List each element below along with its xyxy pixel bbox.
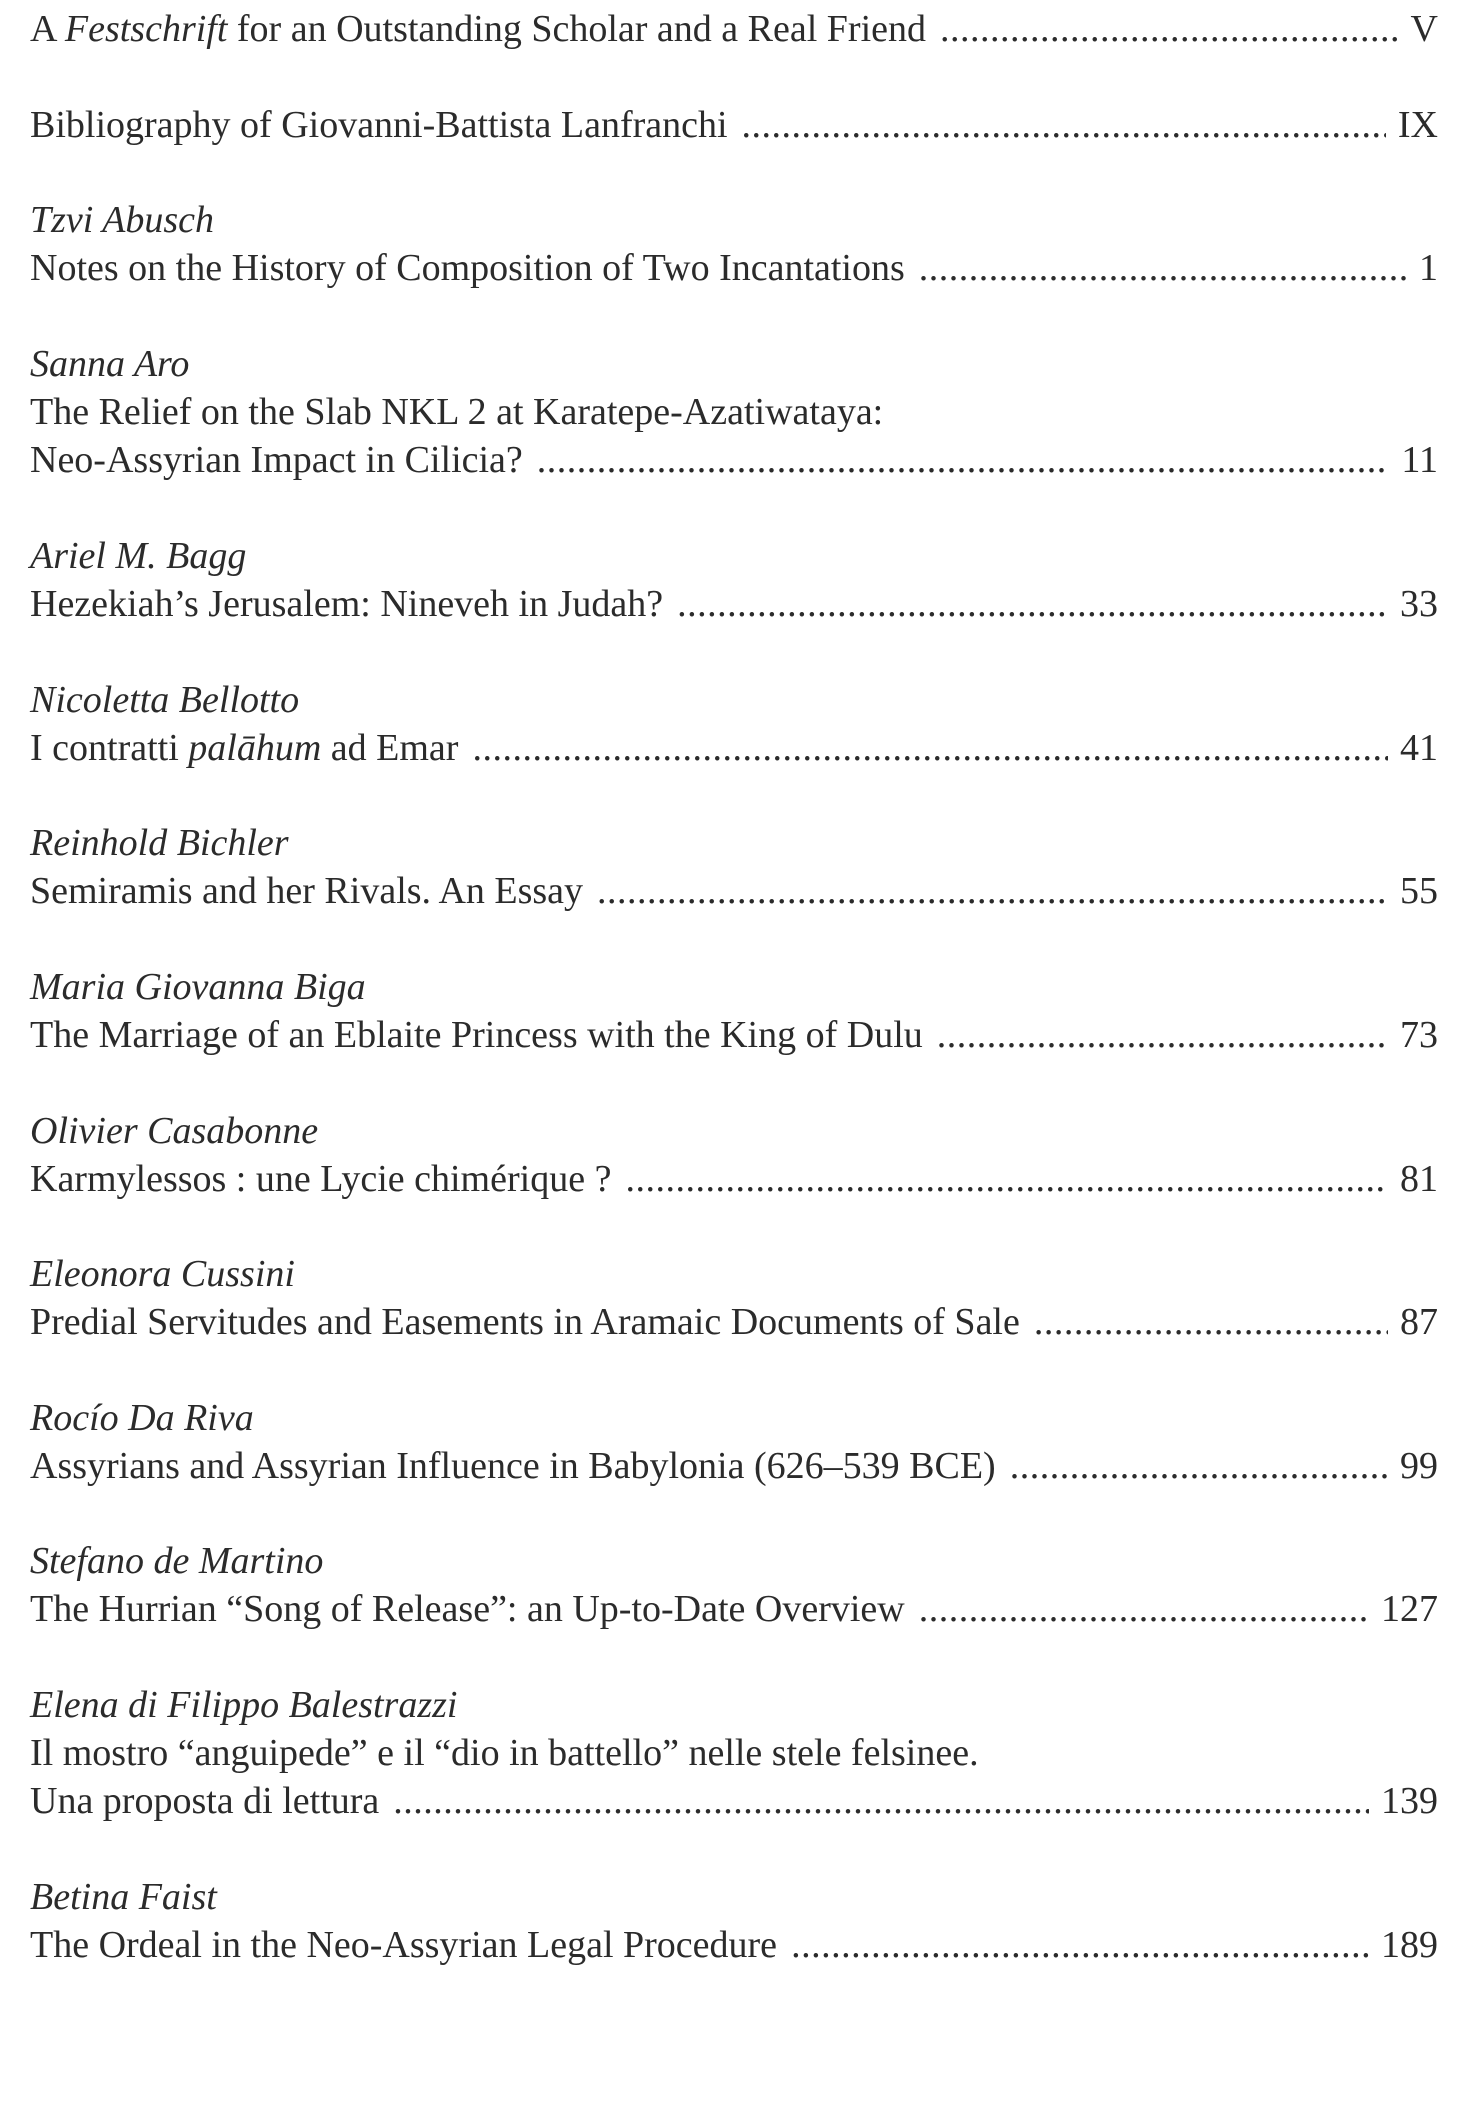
page-number: 139 [1381,1780,1438,1822]
leader-dots [393,1777,1369,1825]
leader-dots [625,1155,1388,1203]
toc-title: Predial Servitudes and Easements in Aramaic Documents of Sale [30,1301,1020,1343]
toc-title-line: Il mostro “anguipede” e il “dio in battello” nelle stele felsinee. [30,1732,979,1774]
author-name: Ariel M. Bagg [30,535,247,577]
leader-dots [1034,1298,1388,1346]
toc-entry [30,340,1438,484]
toc-entry [30,963,1438,1059]
page-number: 73 [1400,1014,1438,1056]
toc-title: Karmylessos : une Lycie chimérique ? [30,1158,612,1200]
toc-line [30,724,1438,772]
toc-line [30,1011,1438,1059]
toc-title: Semiramis and her Rivals. An Essay [30,870,584,912]
author-name: Tzvi Abusch [30,199,215,241]
author-name: Eleonora Cussini [30,1253,295,1295]
toc-line [30,1777,1438,1825]
page-number: 81 [1400,1158,1438,1200]
toc-line [30,1155,1438,1203]
author-name: Rocío Da Riva [30,1397,254,1439]
toc-entry [30,1681,1438,1825]
leader-dots [597,867,1388,915]
page-number: 189 [1381,1924,1438,1966]
toc-title: Hezekiah’s Jerusalem: Nineveh in Judah? [30,583,664,625]
page-number: 127 [1381,1588,1438,1630]
toc-title: I contratti palāhum ad Emar [30,727,459,769]
toc-title: Notes on the History of Composition of Two Incantations [30,247,905,289]
page-number: 41 [1400,727,1438,769]
leader-dots [472,724,1388,772]
page-number: 87 [1400,1301,1438,1343]
author-name: Olivier Casabonne [30,1110,319,1152]
toc-entry [30,1537,1438,1633]
leader-dots [677,580,1388,628]
toc-title: The Hurrian “Song of Release”: an Up-to-Date Overview [30,1588,905,1630]
leader-dots [940,5,1399,53]
toc-entry [30,196,1438,292]
toc-title: The Marriage of an Eblaite Princess with the King of Dulu [30,1014,923,1056]
page-number: 33 [1400,583,1438,625]
author-name: Elena di Filippo Balestrazzi [30,1684,458,1726]
toc-title: Una proposta di lettura [30,1780,380,1822]
toc-entry [30,532,1438,628]
page-number: 55 [1400,870,1438,912]
toc-title: Assyrians and Assyrian Influence in Babylonia (626–539 BCE) [30,1445,996,1487]
page-number: 99 [1400,1445,1438,1487]
leader-dots [937,1011,1388,1059]
author-name: Reinhold Bichler [30,822,289,864]
author-name: Nicoletta Bellotto [30,679,300,721]
page-number: 1 [1419,247,1438,289]
toc-entry [30,1873,1438,1969]
page-number: IX [1397,104,1438,146]
leader-dots [791,1921,1369,1969]
toc-title: The Ordeal in the Neo-Assyrian Legal Procedure [30,1924,778,1966]
toc-line [30,867,1438,915]
toc-entry [30,676,1438,772]
toc-title: Neo-Assyrian Impact in Cilicia? [30,439,523,481]
toc-line [30,244,1438,292]
toc-line [30,1442,1438,1490]
toc-entry-festschrift [30,5,1438,53]
page-number: V [1410,8,1438,50]
leader-dots [742,101,1386,149]
toc-line [30,1921,1438,1969]
toc-title-line: The Relief on the Slab NKL 2 at Karatepe-Azatiwataya: [30,391,884,433]
leader-dots [919,244,1407,292]
toc-entry [30,1107,1438,1203]
author-name: Betina Faist [30,1876,217,1918]
toc-entry [30,1250,1438,1346]
author-name: Maria Giovanna Biga [30,966,366,1008]
toc-entry-bibliography [30,101,1438,149]
toc-title: A Festschrift for an Outstanding Scholar and a Real Friend [30,8,927,50]
leader-dots [919,1585,1369,1633]
author-name: Sanna Aro [30,343,190,385]
toc-line [30,5,1438,53]
toc-entry [30,819,1438,915]
toc-entry [30,1394,1438,1490]
page-number: 11 [1401,439,1438,481]
toc-title: Bibliography of Giovanni-Battista Lanfranchi [30,104,728,146]
toc-line [30,436,1438,484]
toc-line [30,1585,1438,1633]
leader-dots [537,436,1390,484]
leader-dots [1010,1442,1388,1490]
toc-line [30,101,1438,149]
toc-line [30,580,1438,628]
author-name: Stefano de Martino [30,1540,324,1582]
toc-line [30,1298,1438,1346]
